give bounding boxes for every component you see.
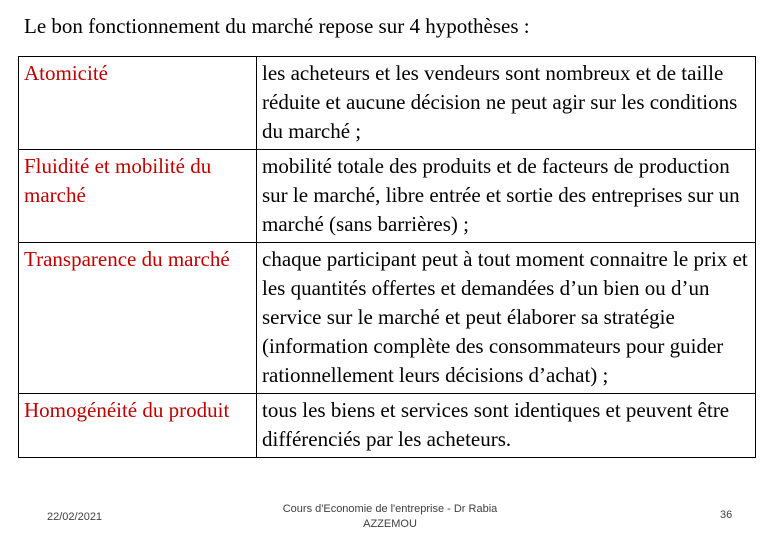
table-row bbox=[19, 150, 756, 243]
hypothesis-definition: mobilité totale des produits et de facteurs de production sur le marché, libre entrée et sortie des entreprises sur un marché (sans barrières) ; bbox=[257, 150, 756, 243]
hypotheses-table bbox=[18, 56, 756, 458]
footer-course-title: Cours d'Economie de l'entreprise - Dr Rabia AZZEMOU bbox=[282, 503, 498, 530]
hypothesis-term: Fluidité et mobilité du marché bbox=[19, 150, 257, 243]
hypothesis-term: Atomicité bbox=[19, 57, 257, 150]
table-row bbox=[19, 57, 756, 150]
footer-date: 22/02/2021 bbox=[47, 511, 103, 523]
footer-page-number: 36 bbox=[720, 509, 733, 521]
hypothesis-term: Transparence du marché bbox=[19, 243, 257, 394]
hypothesis-definition: chaque participant peut à tout moment connaitre le prix et les quantités offertes et demandées d’un bien ou d’un service sur le marché et peut élaborer sa stratégie (information complète des consommateurs pour guider rationnellement leurs décisions d’achat) ; bbox=[257, 243, 756, 394]
table-row bbox=[19, 243, 756, 394]
slide-title: Le bon fonctionnement du marché repose sur 4 hypothèses : bbox=[24, 14, 530, 38]
hypothesis-definition: les acheteurs et les vendeurs sont nombreux et de taille réduite et aucune décision ne peut agir sur les conditions du marché ; bbox=[257, 57, 756, 150]
hypothesis-term: Homogénéité du produit bbox=[19, 394, 257, 458]
hypothesis-definition: tous les biens et services sont identiques et peuvent être différenciés par les acheteurs. bbox=[257, 394, 756, 458]
table-row bbox=[19, 394, 756, 458]
